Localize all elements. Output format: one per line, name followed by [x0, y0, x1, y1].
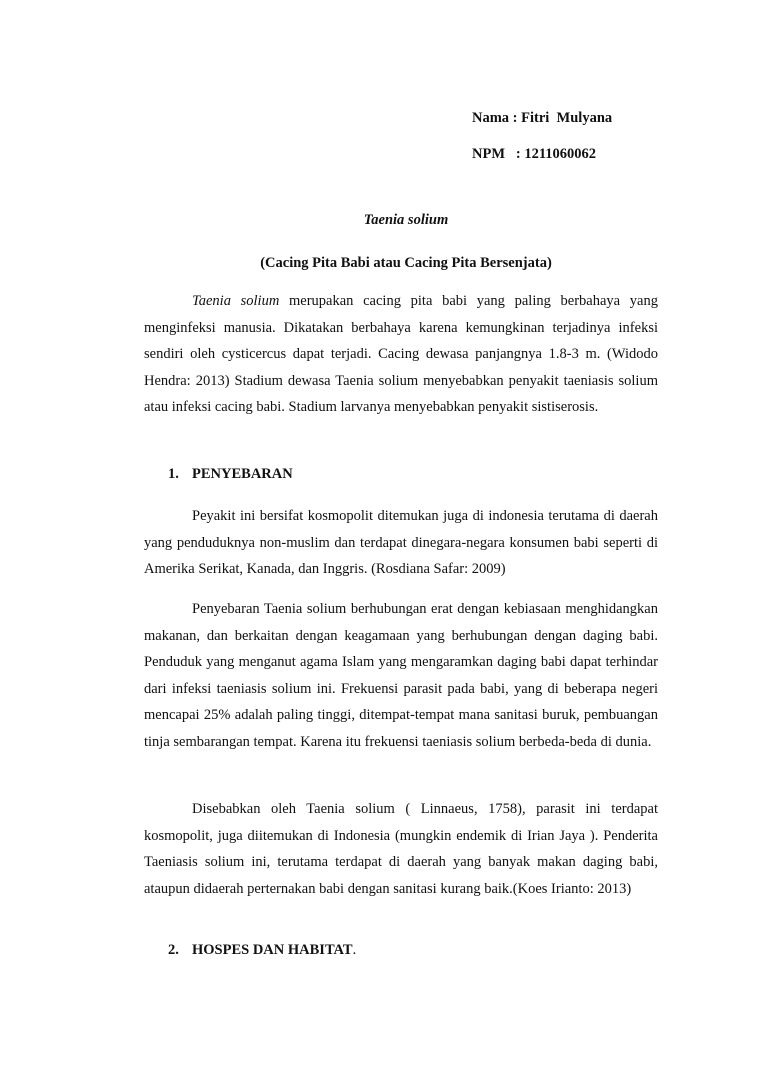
intro-paragraph: [144, 288, 658, 421]
section-heading-penyebaran: [168, 466, 293, 483]
section-heading-hospes: [168, 942, 356, 959]
student-name: Nama : Fitri Mulyana: [472, 110, 613, 126]
section-title-tail: .: [352, 942, 357, 958]
species-name: Taenia solium: [192, 293, 280, 309]
student-npm: NPM : 1211060062: [472, 146, 597, 162]
section-number: 2.: [168, 942, 179, 958]
body-paragraph: Disebabkan oleh Taenia solium ( Linnaeus, 1758), parasit ini terdapat kosmopolit, juga diitemukan di Indonesia (mungkin endemik di Irian Jaya ). Penderita Taeniasis solium ini, terutama terdapat di daerah yang banyak makan daging babi, ataupun didaerah perternakan babi dengan sanitasi kurang baik.(Koes Irianto: 2013): [144, 801, 658, 897]
intro-text: merupakan cacing pita babi yang paling berbahaya yang menginfeksi manusia. Dikatakan berbahaya karena kemungkinan terjadinya infeksi sendiri oleh cysticercus dapat terjadi. Cacing dewasa panjangnya 1.8-3 m. (Widodo Hendra: 2013) Stadium dewasa Taenia solium menyebabkan penyakit taeniasis solium atau infeksi cacing babi. Stadium larvanya menyebabkan penyakit sistiserosis.: [144, 293, 658, 415]
section-title: PENYEBARAN: [192, 466, 293, 482]
section-number: 1.: [168, 466, 179, 482]
body-paragraph: Peyakit ini bersifat kosmopolit ditemukan juga di indonesia terutama di daerah yang penduduknya non-muslim dan terdapat dinegara-negara konsumen babi seperti di Amerika Serikat, Kanada, dan Inggris. (Rosdiana Safar: 2009): [144, 508, 658, 577]
document-subtitle: (Cacing Pita Babi atau Cacing Pita Bersenjata): [260, 255, 552, 271]
body-paragraph: Penyebaran Taenia solium berhubungan erat dengan kebiasaan menghidangkan makanan, dan berkaitan dengan keagamaan yang berhubungan dengan daging babi. Penduduk yang menganut agama Islam yang mengaramkan daging babi dapat terhindar dari infeksi taeniasis solium ini. Frekuensi parasit pada babi, yang di beberapa negeri mencapai 25% adalah paling tinggi, ditempat-tempat mana sanitasi buruk, pembuangan tinja sembarangan tempat. Karena itu frekuensi taeniasis solium berbeda-beda di dunia.: [144, 601, 658, 750]
document-title: Taenia solium: [363, 212, 449, 228]
section-title: HOSPES DAN HABITAT: [192, 942, 353, 958]
